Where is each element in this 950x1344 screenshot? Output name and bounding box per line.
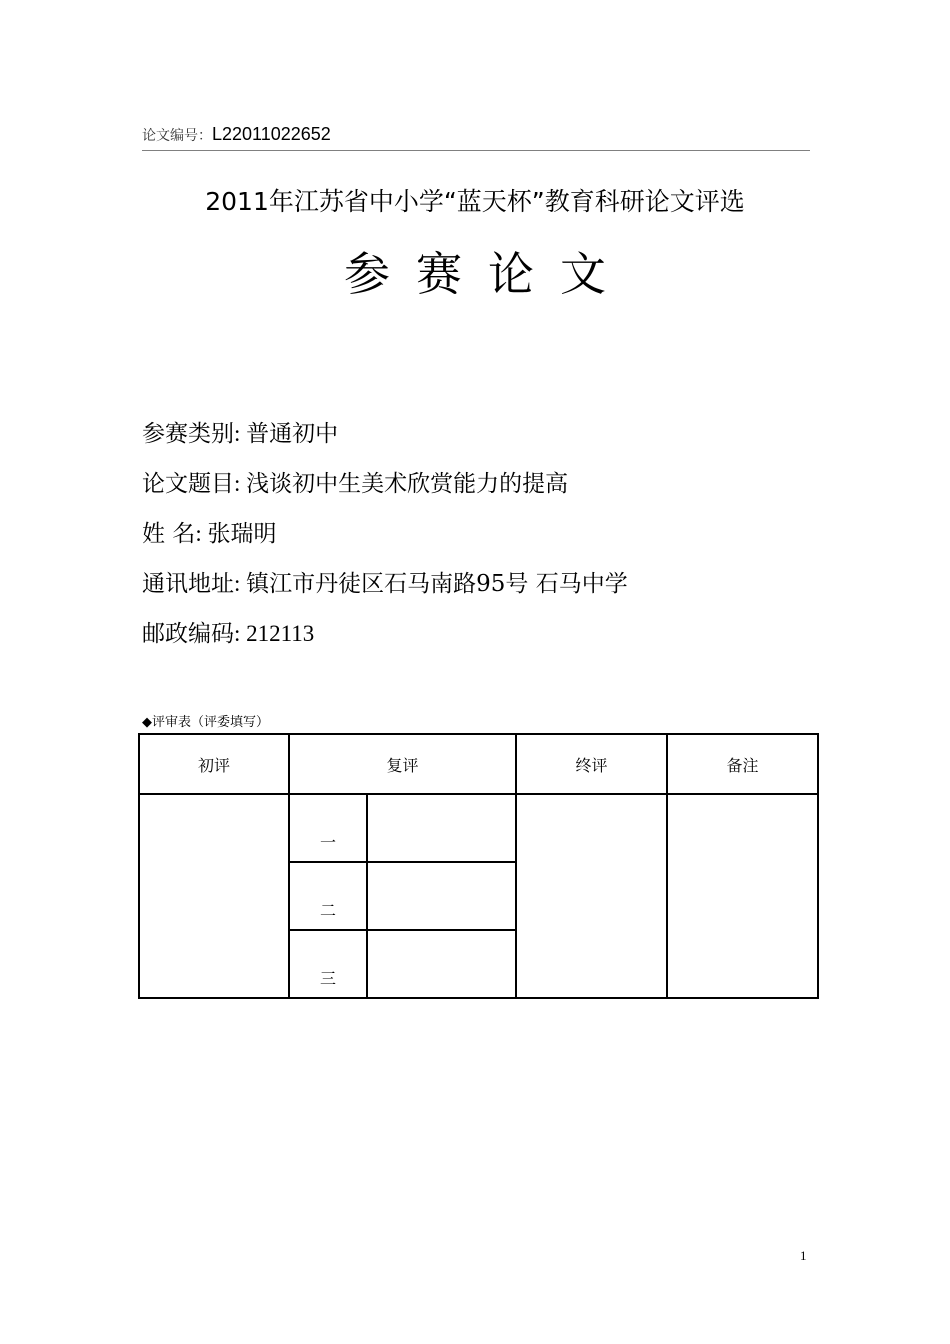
entry-info [142, 416, 842, 666]
paper-number-header [142, 124, 810, 151]
review-table-caption: ◆评审表（评委填写） [142, 715, 269, 730]
round-label-2: 二 [289, 862, 367, 930]
info-label: 参赛类别 [142, 421, 234, 447]
header-second-review: 复评 [289, 734, 516, 794]
info-separator: : [234, 621, 247, 646]
remarks-cell[interactable] [667, 794, 818, 998]
info-label: 邮政编码 [142, 621, 234, 647]
competition-title: 2011年江苏省中小学“蓝天杯”教育科研论文评选 [205, 187, 745, 216]
second-review-cell-1[interactable] [367, 794, 516, 862]
info-separator: : [234, 571, 247, 596]
review-header-row [139, 734, 818, 794]
info-value: 212113 [246, 621, 315, 646]
paper-number-value: L22011022652 [212, 124, 331, 144]
info-row-address [142, 566, 842, 616]
header-initial-review: 初评 [139, 734, 289, 794]
round-label-1: 一 [289, 794, 367, 862]
round-label-3: 三 [289, 930, 367, 998]
info-value: 张瑞明 [207, 521, 277, 547]
info-value: 镇江市丹徒区石马南路95号 石马中学 [246, 571, 628, 597]
review-table [138, 733, 819, 999]
paper-number-label: 论文编号： [142, 128, 212, 144]
info-row-category [142, 416, 842, 466]
info-separator: : [234, 421, 247, 446]
info-row-topic [142, 466, 842, 516]
info-label: 论文题目 [142, 471, 234, 497]
final-review-cell[interactable] [516, 794, 667, 998]
page-number: 1 [800, 1248, 807, 1263]
info-label: 姓 名 [142, 521, 196, 547]
info-separator: : [234, 471, 247, 496]
info-separator: : [195, 521, 208, 546]
header-final-review: 终评 [516, 734, 667, 794]
header-remarks: 备注 [667, 734, 818, 794]
second-review-cell-3[interactable] [367, 930, 516, 998]
info-row-name [142, 516, 842, 566]
info-label: 通讯地址 [142, 571, 234, 597]
review-row-1 [139, 794, 818, 862]
initial-review-cell[interactable] [139, 794, 289, 998]
info-row-postcode [142, 616, 842, 666]
second-review-cell-2[interactable] [367, 862, 516, 930]
info-value: 浅谈初中生美术欣赏能力的提高 [246, 471, 569, 497]
info-value: 普通初中 [246, 421, 339, 447]
document-subtitle: 参赛论文 [344, 247, 632, 301]
